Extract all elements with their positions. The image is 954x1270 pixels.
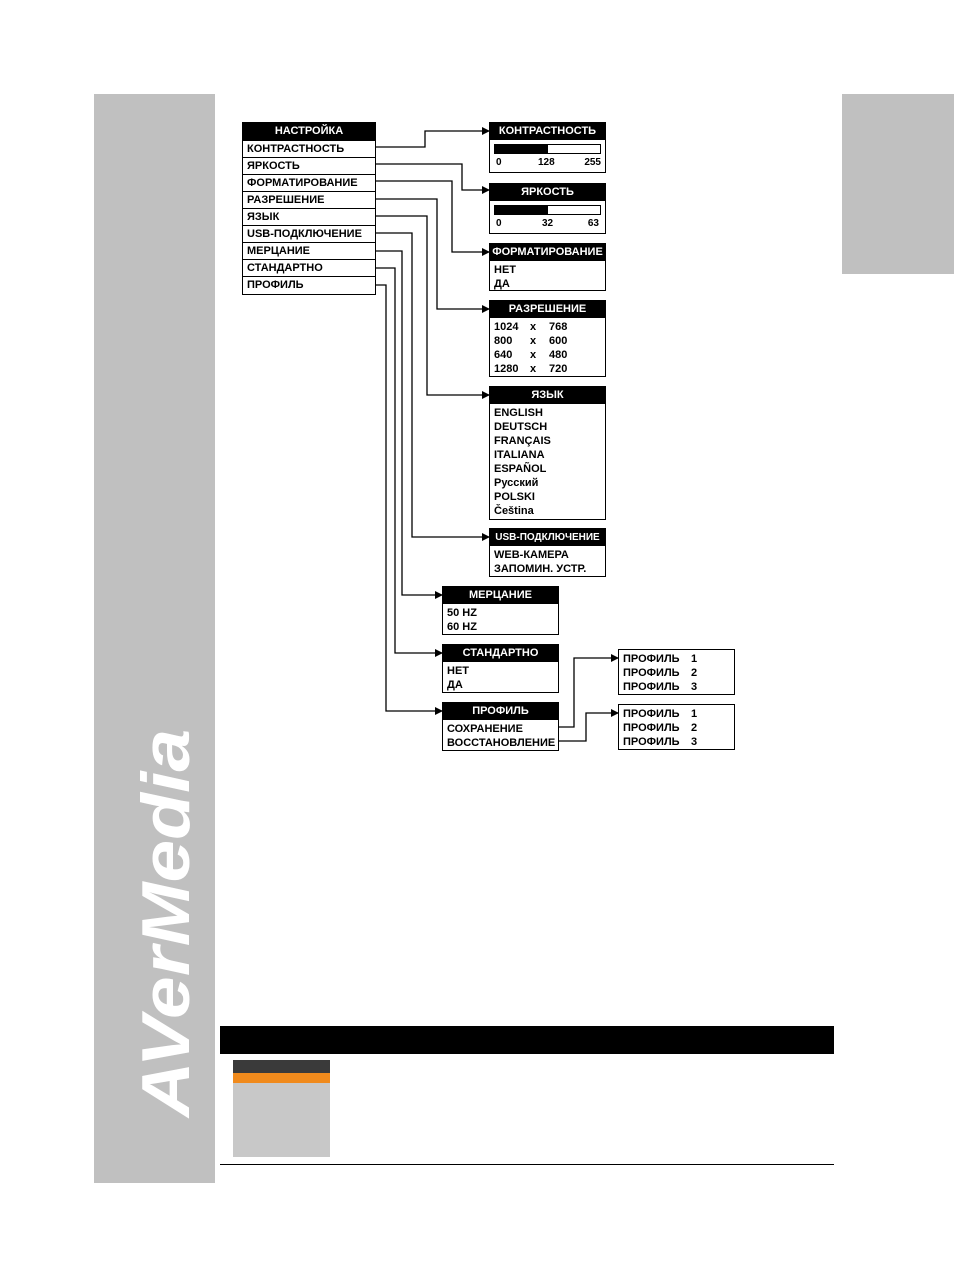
contrast-min: 0 <box>496 157 502 168</box>
language-option-russian[interactable]: Русский <box>494 477 539 489</box>
link-contrast <box>376 131 489 147</box>
main-menu <box>242 122 376 295</box>
contrast-slider[interactable] <box>494 144 601 154</box>
contrast-slider-fill <box>495 145 548 153</box>
footer-rule <box>220 1164 834 1165</box>
menu-item-flicker[interactable]: МЕРЦАНИЕ <box>243 242 375 259</box>
footer-tab-accent <box>233 1073 330 1083</box>
usb-option-webcam[interactable]: WEB-КАМЕРА <box>494 549 569 561</box>
language-title: ЯЗЫК <box>490 387 605 404</box>
contrast-panel <box>489 122 606 173</box>
menu-item-profile[interactable]: ПРОФИЛЬ <box>243 276 375 293</box>
brightness-slider-fill <box>495 206 548 214</box>
resolution-option[interactable]: 640 x 480 <box>494 349 568 361</box>
default-panel <box>442 644 559 693</box>
profile-panel <box>442 702 559 751</box>
main-menu-title: НАСТРОЙКА <box>243 123 375 140</box>
logo-text: AVerMedia <box>128 773 204 1117</box>
default-option-yes[interactable]: ДА <box>447 679 463 691</box>
brightness-title: ЯРКОСТЬ <box>490 184 605 201</box>
format-title: ФОРМАТИРОВАНИЕ <box>490 244 605 261</box>
format-option-no[interactable]: НЕТ <box>494 264 516 276</box>
flicker-option-50hz[interactable]: 50 HZ <box>447 607 477 619</box>
brightness-panel <box>489 183 606 234</box>
profile-option-restore[interactable]: ВОССТАНОВЛЕНИЕ <box>447 737 556 749</box>
brightness-max: 63 <box>587 218 599 229</box>
link-profile-save <box>558 658 618 727</box>
default-title: СТАНДАРТНО <box>443 645 558 662</box>
flicker-panel <box>442 586 559 635</box>
link-profile <box>376 285 442 711</box>
footer-tab-dark <box>233 1060 330 1073</box>
contrast-mid: 128 <box>538 157 555 168</box>
profile-option-save[interactable]: СОХРАНЕНИЕ <box>447 723 523 735</box>
profile-save-slot[interactable]: ПРОФИЛЬ 3 <box>623 681 698 693</box>
language-option-espanol[interactable]: ESPAÑOL <box>494 463 547 475</box>
brightness-mid: 32 <box>542 218 554 229</box>
language-option-polski[interactable]: POLSKI <box>494 491 535 503</box>
resolution-option[interactable]: 800 x 600 <box>494 335 568 347</box>
profile-save-slot[interactable]: ПРОФИЛЬ 2 <box>623 667 698 679</box>
flicker-option-60hz[interactable]: 60 HZ <box>447 621 477 633</box>
footer-panel <box>233 1083 330 1157</box>
link-brightness <box>376 164 489 190</box>
format-panel <box>489 243 606 291</box>
profile-restore-list <box>618 704 735 750</box>
flicker-title: МЕРЦАНИЕ <box>443 587 558 604</box>
menu-item-format[interactable]: ФОРМАТИРОВАНИЕ <box>243 174 375 191</box>
menu-item-resolution[interactable]: РАЗРЕШЕНИЕ <box>243 191 375 208</box>
contrast-max: 255 <box>584 157 601 168</box>
language-option-deutsch[interactable]: DEUTSCH <box>494 421 548 433</box>
language-panel <box>489 386 606 520</box>
contrast-title: КОНТРАСТНОСТЬ <box>490 123 605 140</box>
language-option-francais[interactable]: FRANÇAIS <box>494 435 551 447</box>
brightness-min: 0 <box>496 218 502 229</box>
profile-save-slot[interactable]: ПРОФИЛЬ 1 <box>623 653 698 665</box>
language-option-italiana[interactable]: ITALIANA <box>494 449 545 461</box>
usb-panel <box>489 528 606 577</box>
menu-item-contrast[interactable]: КОНТРАСТНОСТЬ <box>243 140 375 157</box>
resolution-option[interactable]: 1024 x 768 <box>494 321 568 333</box>
profile-save-list <box>618 649 735 695</box>
link-language <box>376 216 489 395</box>
format-option-yes[interactable]: ДА <box>494 278 510 290</box>
menu-item-language[interactable]: ЯЗЫК <box>243 208 375 225</box>
profile-restore-slot[interactable]: ПРОФИЛЬ 2 <box>623 722 698 734</box>
brightness-slider[interactable] <box>494 205 601 215</box>
usb-title: USB-ПОДКЛЮЧЕНИЕ <box>490 529 605 546</box>
link-usb <box>376 233 489 537</box>
resolution-panel <box>489 300 606 377</box>
language-option-english[interactable]: ENGLISH <box>494 407 543 419</box>
profile-restore-slot[interactable]: ПРОФИЛЬ 1 <box>623 708 698 720</box>
resolution-title: РАЗРЕШЕНИЕ <box>490 301 605 318</box>
menu-item-usb[interactable]: USB-ПОДКЛЮЧЕНИЕ <box>243 225 375 242</box>
default-option-no[interactable]: НЕТ <box>447 665 469 677</box>
resolution-option[interactable]: 1280 x 720 <box>494 363 568 375</box>
footer-bar <box>220 1026 834 1054</box>
menu-item-default[interactable]: СТАНДАРТНО <box>243 259 375 276</box>
menu-item-brightness[interactable]: ЯРКОСТЬ <box>243 157 375 174</box>
profile-restore-slot[interactable]: ПРОФИЛЬ 3 <box>623 736 698 748</box>
profile-title: ПРОФИЛЬ <box>443 703 558 720</box>
usb-option-storage[interactable]: ЗАПОМИН. УСТР. <box>494 563 587 575</box>
language-option-cestina[interactable]: Čeština <box>494 505 534 517</box>
